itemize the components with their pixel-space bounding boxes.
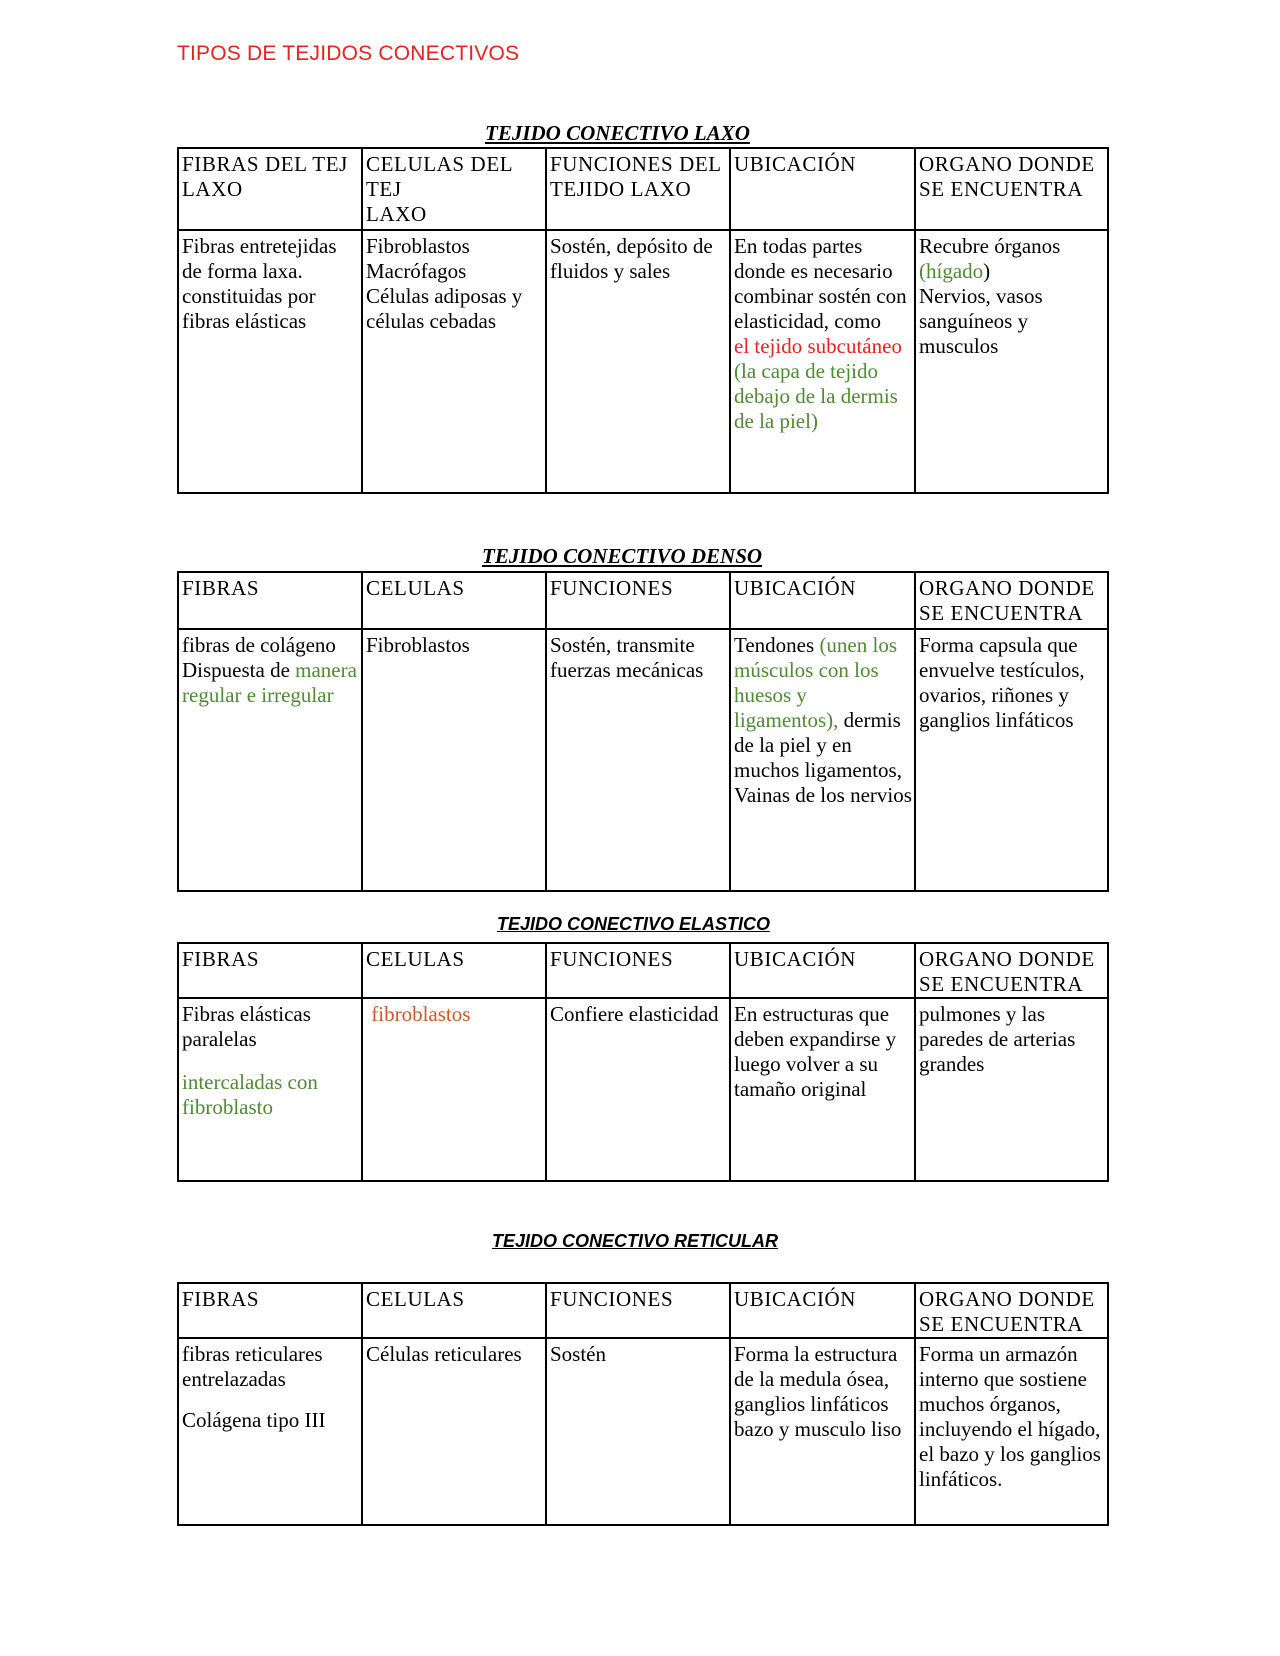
table-row: [178, 230, 1108, 493]
header-cell-funciones: FUNCIONES: [546, 1283, 730, 1338]
cell-ubicacion: [730, 629, 915, 891]
ubicacion-green-text: (unen los músculos con los huesos y ligamentos),: [734, 633, 898, 732]
table-row: [178, 998, 1108, 1181]
table-row: [178, 629, 1108, 891]
header-cell-fibras: FIBRAS DEL TEJ LAXO: [178, 148, 362, 230]
header-cell-celulas: CELULAS: [362, 943, 546, 998]
header-cell-ubicacion: UBICACIÓN: [730, 1283, 915, 1338]
header-cell-organo: ORGANO DONDE SE ENCUENTRA: [915, 572, 1108, 629]
fibras-green-text: intercaladas con fibroblasto: [182, 1070, 318, 1119]
cell-funciones: Sostén, depósito de fluidos y sales: [546, 230, 730, 493]
fibras-line1: Fibras elásticas paralelas: [182, 1002, 311, 1051]
table-tejido-denso: [177, 571, 1109, 892]
fibras-green-text: manera regular e irregular: [182, 658, 357, 707]
cell-organo: Forma un armazón interno que sostiene muchos órganos, incluyendo el hígado, el bazo y los ganglios linfáticos.: [915, 1338, 1108, 1525]
fibras-line2: Dispuesta de: [182, 658, 296, 682]
table-header-row: [178, 572, 1108, 629]
header-cell-ubicacion: UBICACIÓN: [730, 148, 915, 230]
table-tejido-elastico: [177, 942, 1109, 1182]
table-tejido-laxo: [177, 147, 1109, 494]
organo-green-text: (hígado: [919, 259, 984, 283]
organo-text-a: Recubre órganos: [919, 234, 1061, 258]
cell-fibras: [178, 998, 362, 1181]
cell-organo: [915, 230, 1108, 493]
fibras-line1: Fibras entretejidas de forma laxa.: [182, 234, 337, 283]
table-header-row: [178, 148, 1108, 230]
header-cell-fibras: FIBRAS: [178, 943, 362, 998]
header-cell-organo: ORGANO DONDE SE ENCUENTRA: [915, 148, 1108, 230]
section-title-denso: TEJIDO CONECTIVO DENSO: [482, 544, 763, 568]
header-cell-ubicacion: UBICACIÓN: [730, 943, 915, 998]
header-cell-ubicacion: UBICACIÓN: [730, 572, 915, 629]
celulas-orange-text: fibroblastos: [366, 1002, 471, 1026]
table-row: [178, 1338, 1108, 1525]
cell-fibras: [178, 1338, 362, 1525]
cell-organo: pulmones y las paredes de arterias grandes: [915, 998, 1108, 1181]
section-title-elastico: TEJIDO CONECTIVO ELASTICO: [497, 914, 771, 934]
fibras-line2: Colágena tipo III: [182, 1408, 326, 1432]
celula-item: Macrófagos: [366, 259, 467, 283]
ubicacion-text-b: dermis de la piel y en muchos ligamentos,: [734, 708, 902, 782]
celula-item: Células adiposas y células cebadas: [366, 284, 523, 333]
ubicacion-red-text: el tejido subcutáneo: [734, 334, 902, 358]
ubicacion-highlight-red: [734, 334, 912, 434]
section-title-reticular: TEJIDO CONECTIVO RETICULAR: [492, 1231, 779, 1251]
header-cell-celulas: CELULAS: [362, 1283, 546, 1338]
header-cell-funciones: FUNCIONES: [546, 572, 730, 629]
cell-celulas: [362, 998, 546, 1181]
document-title: TIPOS DE TEJIDOS CONECTIVOS: [177, 42, 520, 65]
fibras-line1: fibras reticulares entrelazadas: [182, 1342, 323, 1391]
fibras-line1: fibras de colágeno: [182, 633, 336, 657]
cell-celulas: Células reticulares: [362, 1338, 546, 1525]
header-cell-fibras: FIBRAS: [178, 1283, 362, 1338]
organo-text-b: ): [983, 259, 991, 283]
ubicacion-text-c: Vainas de los nervios: [734, 783, 912, 807]
header-cell-funciones: FUNCIONES DEL TEJIDO LAXO: [546, 148, 730, 230]
ubicacion-green-text: (la capa de tejido debajo de la dermis de la piel): [734, 359, 898, 433]
header-cell-celulas: CELULAS: [362, 572, 546, 629]
header-cell-celulas-line2: LAXO: [366, 202, 427, 226]
table-header-row: [178, 943, 1108, 998]
cell-organo: Forma capsula que envuelve testículos, ovarios, riñones y ganglios linfáticos: [915, 629, 1108, 891]
table-tejido-reticular: [177, 1282, 1109, 1526]
cell-funciones: Sostén: [546, 1338, 730, 1525]
celula-item: Fibroblastos: [366, 234, 470, 258]
header-cell-organo: ORGANO DONDE SE ENCUENTRA: [915, 1283, 1108, 1338]
cell-ubicacion: [730, 230, 915, 493]
header-cell-fibras: FIBRAS: [178, 572, 362, 629]
header-cell-funciones: FUNCIONES: [546, 943, 730, 998]
header-cell-celulas-line1: CELULAS DEL TEJ: [366, 152, 513, 201]
cell-ubicacion: En estructuras que deben expandirse y luego volver a su tamaño original: [730, 998, 915, 1181]
cell-celulas: Fibroblastos: [362, 629, 546, 891]
header-cell-organo: ORGANO DONDE SE ENCUENTRA: [915, 943, 1108, 998]
header-cell-celulas: [362, 148, 546, 230]
cell-fibras: [178, 629, 362, 891]
organo-text-c: Nervios, vasos sanguíneos y musculos: [919, 284, 1043, 358]
fibras-line2: constituidas por fibras elásticas: [182, 284, 316, 333]
cell-funciones: Confiere elasticidad: [546, 998, 730, 1181]
section-title-laxo: TEJIDO CONECTIVO LAXO: [485, 121, 750, 145]
ubicacion-intro: En todas partes donde es necesario combinar sostén con elasticidad, como: [734, 234, 907, 333]
cell-ubicacion: Forma la estructura de la medula ósea, ganglios linfáticos bazo y musculo liso: [730, 1338, 915, 1525]
cell-funciones: Sostén, transmite fuerzas mecánicas: [546, 629, 730, 891]
cell-celulas: [362, 230, 546, 493]
cell-fibras: [178, 230, 362, 493]
paragraph-gap: [182, 1392, 359, 1408]
paragraph-gap: [182, 1052, 359, 1070]
ubicacion-text-a: Tendones: [734, 633, 820, 657]
table-header-row: [178, 1283, 1108, 1338]
